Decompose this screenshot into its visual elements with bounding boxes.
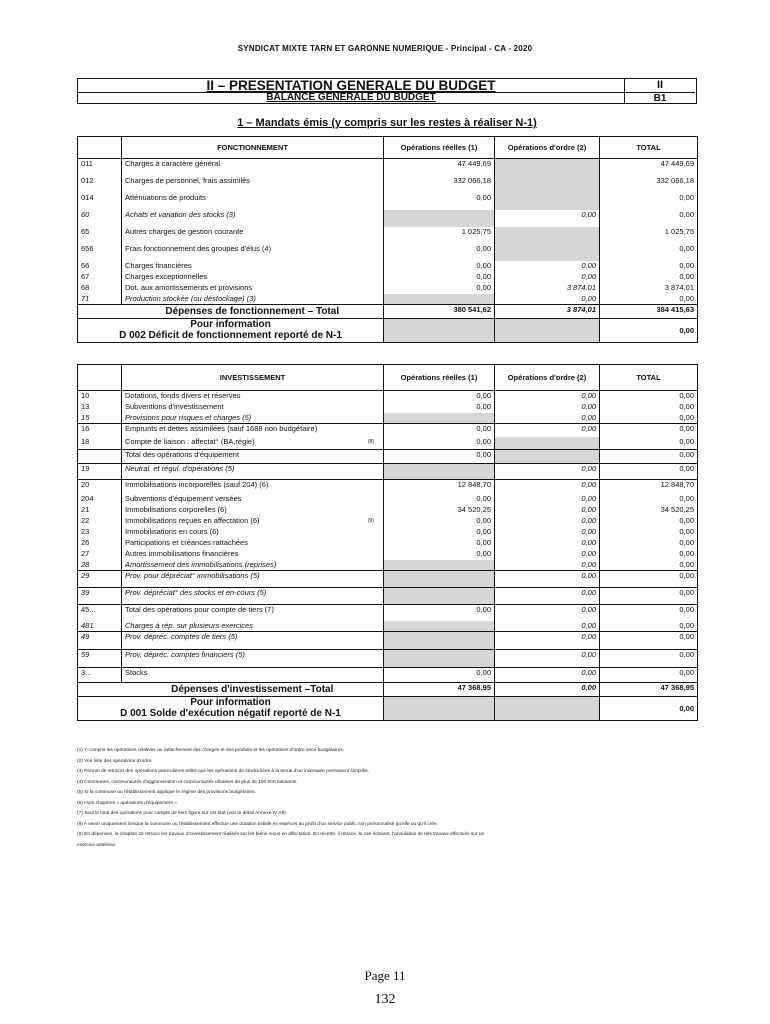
row-ordre (495, 227, 600, 244)
row-total: 0,00 (600, 437, 698, 450)
row-total: 0,00 (600, 261, 698, 272)
row-label (122, 505, 384, 516)
row-label (122, 272, 384, 283)
row-label-text: Immobilisations reçues en affectation (6) (125, 515, 260, 525)
footnote-marker: (8) (367, 438, 374, 445)
total-code (78, 305, 122, 319)
row-label-text: Prov. pour dépréciat° immobilisations (5) (125, 571, 260, 580)
sheet-code: B1 (653, 93, 667, 104)
header-ordre: Opérations d'ordre (2) (495, 137, 600, 159)
row-ordre: 0,00 (495, 668, 600, 683)
row-ordre: 0,00 (495, 210, 600, 227)
row-ordre: 0,00 (495, 632, 600, 650)
row-code: 011 (78, 159, 122, 176)
row-total: 332 066,18 (600, 176, 698, 193)
footnote: (2) Voir liste des opérations d'ordre. (77, 758, 153, 764)
info-row (78, 697, 698, 721)
total-label: Dépenses d'investissement –Total (122, 683, 384, 697)
row-code: 23 (78, 527, 122, 538)
info-total: 0,00 (600, 319, 698, 343)
row-reelles: 0,00 (384, 494, 495, 505)
row-label (122, 516, 384, 527)
total-total: 47 368,95 (600, 683, 698, 697)
row-code: 012 (78, 176, 122, 193)
row-label-text: Amortissement des immobilisations (reprises) (125, 559, 277, 569)
table-row (78, 450, 698, 464)
row-label (122, 571, 384, 588)
info-label-line1: Pour information (190, 319, 271, 330)
row-label (122, 413, 384, 424)
row-label (122, 549, 384, 560)
row-label (122, 424, 384, 437)
row-ordre: 0,00 (495, 494, 600, 505)
total-row (78, 683, 698, 697)
row-total: 0,00 (600, 516, 698, 527)
info-label (78, 697, 384, 721)
row-code: 481 (78, 621, 122, 632)
row-label (122, 450, 384, 464)
header-reelles: Opérations réelles (1) (384, 137, 495, 159)
row-ordre: 0,00 (495, 571, 600, 588)
info-total: 0,00 (600, 697, 698, 721)
row-reelles: 0,00 (384, 450, 495, 464)
row-label-text: Compte de liaison : affectat° (BA,régie) (125, 436, 255, 446)
row-label-text: Dot. aux amortissements et provisions (125, 282, 253, 292)
row-reelles: 47 449,69 (384, 159, 495, 176)
row-label-text: Immobilisations corporelles (6) (125, 504, 227, 514)
table-row (78, 437, 698, 450)
row-code: 656 (78, 244, 122, 261)
row-total: 0,00 (600, 494, 698, 505)
table-header-row (78, 365, 698, 391)
footnote: (8) A servir uniquement lorsque la commune ou l'établissement effectue une dotation initiale en espèces au profit d'un service public non personnalisé qu'elle ou qu'il crée. (77, 821, 438, 827)
row-total: 0,00 (600, 464, 698, 480)
row-reelles: 0,00 (384, 668, 495, 683)
info-reelles (384, 319, 495, 343)
row-total: 0,00 (600, 413, 698, 424)
row-code: 66 (78, 261, 122, 272)
row-reelles: 0,00 (384, 538, 495, 549)
total-ordre: 0,00 (495, 683, 600, 697)
row-total: 0,00 (600, 571, 698, 588)
total-reelles: 47 368,95 (384, 683, 495, 697)
row-label-text: Charges à caractère général (125, 159, 221, 168)
header-total: TOTAL (600, 365, 698, 391)
row-code: 21 (78, 505, 122, 516)
table-row (78, 632, 698, 650)
row-reelles: 0,00 (384, 424, 495, 437)
row-label-text: Charges exceptionnelles (125, 271, 208, 281)
row-reelles (384, 464, 495, 480)
row-reelles: 0,00 (384, 283, 495, 294)
info-label-line2: D 002 Déficit de fonctionnement reporté de N-1 (119, 330, 342, 341)
row-label-text: Achats et variation des stocks (3) (125, 209, 236, 219)
row-total: 47 449,69 (600, 159, 698, 176)
table-row (78, 193, 698, 210)
row-label-text: Participations et créances rattachées (125, 537, 248, 547)
footnote: exercice antérieur. (77, 842, 117, 848)
row-label-text: Charges de personnel, frais assimilés (125, 175, 251, 185)
footnote: (7) Seul le total des opérations pour compte de tiers figure sur cet état (voir le détail Annexe IV A9). (77, 811, 288, 816)
row-code: 16 (78, 424, 122, 437)
row-code: 204 (78, 494, 122, 505)
row-reelles: 12 848,70 (384, 480, 495, 494)
row-reelles: 1 025,75 (384, 227, 495, 244)
info-row (78, 319, 698, 343)
table-row (78, 527, 698, 538)
row-label (122, 176, 384, 193)
table-row (78, 244, 698, 261)
row-ordre: 0,00 (495, 294, 600, 305)
row-reelles: 0,00 (384, 605, 495, 621)
row-total: 0,00 (600, 424, 698, 437)
row-code: 67 (78, 272, 122, 283)
row-label-text: Charges financières (125, 260, 192, 270)
table-row (78, 210, 698, 227)
row-reelles (384, 650, 495, 668)
row-label (122, 244, 384, 261)
row-ordre: 0,00 (495, 480, 600, 494)
row-reelles: 0,00 (384, 402, 495, 413)
row-code (78, 450, 122, 464)
row-reelles: 0,00 (384, 272, 495, 283)
row-ordre (495, 437, 600, 450)
row-total: 0,00 (600, 391, 698, 402)
row-ordre: 0,00 (495, 560, 600, 571)
row-label-text: Immobilisations incorporelles (sauf 204) (6) (125, 480, 269, 489)
row-label (122, 193, 384, 210)
row-label (122, 283, 384, 294)
row-label-text: Total des opérations pour compte de tiers (7) (125, 605, 274, 614)
row-label-text: Dotations, fonds divers et réserves (125, 391, 241, 400)
row-label-text: Subventions d'équipement versées (125, 493, 242, 503)
row-code: 10 (78, 391, 122, 402)
row-code: 26 (78, 538, 122, 549)
page-number: 132 (374, 992, 396, 1007)
row-label-text: Production stockée (ou déstockage) (3) (125, 293, 256, 303)
header-ordre: Opérations d'ordre (2) (495, 365, 600, 391)
total-total: 384 415,63 (600, 305, 698, 319)
table-row (78, 283, 698, 294)
footnote: (5) Si la commune ou l'établissement applique le régime des provisions budgétaires. (77, 790, 256, 795)
row-ordre: 0,00 (495, 605, 600, 621)
row-code: 014 (78, 193, 122, 210)
row-code: 60 (78, 210, 122, 227)
row-code: 39 (78, 588, 122, 605)
total-code (78, 683, 122, 697)
row-code: 28 (78, 560, 122, 571)
row-total: 0,00 (600, 294, 698, 305)
row-ordre: 0,00 (495, 516, 600, 527)
row-label-text: Autres immobilisations financières (125, 548, 239, 558)
table-header-row (78, 137, 698, 159)
footnote: (3) Permet de retracer des opérations particulières telles que les opérations de stocks liées à la tenue d'un inventaire permanent simplifié. (77, 769, 370, 774)
table-row (78, 159, 698, 176)
info-reelles (384, 697, 495, 721)
row-total: 3 874,01 (600, 283, 698, 294)
row-ordre: 0,00 (495, 464, 600, 480)
row-total: 0,00 (600, 402, 698, 413)
header-label: FONCTIONNEMENT (122, 137, 384, 159)
row-ordre: 0,00 (495, 588, 600, 605)
total-reelles: 380 541,62 (384, 305, 495, 319)
row-ordre (495, 244, 600, 261)
table-row (78, 605, 698, 621)
row-label-text: Neutral. et régul. d'opérations (5) (125, 464, 235, 473)
footnote: (1) Y compris les opérations relatives au rattachement des charges et des produits et les opérations d'ordre semi-budgétaires. (77, 748, 345, 753)
row-total: 0,00 (600, 621, 698, 632)
title-box (77, 78, 697, 104)
row-label-text: Stocks (125, 668, 148, 677)
section-heading: 1 – Mandats émis (y compris sur les restes à réaliser N-1) (237, 117, 537, 129)
header-code (78, 137, 122, 159)
row-ordre: 0,00 (495, 272, 600, 283)
row-label (122, 437, 384, 450)
footnote: (6) Hors chapitres « opérations d'équipement ». (77, 800, 179, 806)
row-code: 71 (78, 294, 122, 305)
table-row (78, 261, 698, 272)
row-total: 12 848,70 (600, 480, 698, 494)
page-title: II – PRESENTATION GENERALE DU BUDGET (78, 79, 624, 93)
row-code: 3... (78, 668, 122, 683)
total-label: Dépenses de fonctionnement – Total (122, 305, 384, 319)
header-reelles: Opérations réelles (1) (384, 365, 495, 391)
row-code: 20 (78, 480, 122, 494)
row-ordre: 0,00 (495, 391, 600, 402)
table-row (78, 560, 698, 571)
row-label (122, 227, 384, 244)
row-reelles: 34 520,25 (384, 505, 495, 516)
row-code: 13 (78, 402, 122, 413)
row-label-text: Frais fonctionnement des groupes d'élus (4) (125, 243, 272, 253)
row-total: 0,00 (600, 650, 698, 668)
footnote: (4) Communes, communautés d'agglomération et communautés urbaines de plus de 100 000 habitants. (77, 779, 298, 785)
footnote: (9) En dépenses, le chapitre 22 retrace les travaux d'investissement réalisés sur les biens reçus en affectation. En recette, il retrace, le cas échéant, l'annulation de tels travaux effectués sur un (77, 832, 485, 837)
row-code: 65 (78, 227, 122, 244)
table-row (78, 391, 698, 402)
table-row (78, 505, 698, 516)
row-total: 0,00 (600, 527, 698, 538)
row-ordre: 0,00 (495, 650, 600, 668)
info-label (78, 319, 384, 343)
row-label (122, 560, 384, 571)
row-label (122, 632, 384, 650)
row-label (122, 159, 384, 176)
row-reelles (384, 571, 495, 588)
table-row (78, 294, 698, 305)
row-label (122, 294, 384, 305)
row-code: 19 (78, 464, 122, 480)
total-row (78, 305, 698, 319)
row-total: 0,00 (600, 588, 698, 605)
row-label (122, 621, 384, 632)
fonctionnement-table (77, 136, 698, 343)
row-total: 0,00 (600, 450, 698, 464)
row-code: 29 (78, 571, 122, 588)
page-label: Page 11 (364, 968, 406, 983)
row-reelles (384, 621, 495, 632)
row-total: 0,00 (600, 560, 698, 571)
row-ordre (495, 176, 600, 193)
row-reelles: 0,00 (384, 437, 495, 450)
row-ordre: 0,00 (495, 413, 600, 424)
table-row (78, 272, 698, 283)
section-code: II (625, 79, 695, 93)
row-reelles: 0,00 (384, 261, 495, 272)
footnotes (77, 746, 707, 851)
row-label (122, 261, 384, 272)
row-label (122, 210, 384, 227)
table-row (78, 402, 698, 413)
row-label-text: Subventions d'investissement (125, 401, 224, 411)
table-row (78, 494, 698, 505)
table-row (78, 413, 698, 424)
table-row (78, 588, 698, 605)
row-ordre: 0,00 (495, 549, 600, 560)
row-reelles (384, 560, 495, 571)
row-code: 68 (78, 283, 122, 294)
row-label-text: Prov. dépréc. comptes financiers (5) (125, 650, 245, 659)
row-code: 22 (78, 516, 122, 527)
header-code (78, 365, 122, 391)
total-ordre: 3 874,01 (495, 305, 600, 319)
row-total: 0,00 (600, 210, 698, 227)
row-label-text: Atténuations de produits (125, 192, 206, 202)
table-row (78, 650, 698, 668)
header-label: INVESTISSEMENT (122, 365, 384, 391)
info-ordre (495, 319, 600, 343)
row-total: 0,00 (600, 538, 698, 549)
row-total: 0,00 (600, 272, 698, 283)
table-row (78, 516, 698, 527)
row-reelles: 0,00 (384, 391, 495, 402)
page-subtitle: BALANCE GENERALE DU BUDGET (266, 92, 436, 103)
row-reelles (384, 632, 495, 650)
row-code: 59 (78, 650, 122, 668)
investissement-table (77, 364, 698, 721)
row-reelles: 0,00 (384, 549, 495, 560)
row-reelles: 0,00 (384, 244, 495, 261)
row-reelles (384, 413, 495, 424)
row-ordre: 3 874,01 (495, 283, 600, 294)
row-reelles (384, 210, 495, 227)
row-code: 27 (78, 549, 122, 560)
row-label (122, 588, 384, 605)
row-label-text: Prov. dépréc. comptes de tiers (5) (125, 632, 238, 641)
footnote-marker: (9) (367, 517, 374, 524)
row-label (122, 605, 384, 621)
row-total: 0,00 (600, 632, 698, 650)
row-ordre: 0,00 (495, 402, 600, 413)
row-label (122, 668, 384, 683)
row-total: 0,00 (600, 668, 698, 683)
row-ordre: 0,00 (495, 261, 600, 272)
row-label (122, 538, 384, 549)
document-header: SYNDICAT MIXTE TARN ET GARONNE NUMERIQUE - Principal - CA - 2020 (237, 44, 533, 53)
row-total: 1 025,75 (600, 227, 698, 244)
row-total: 0,00 (600, 193, 698, 210)
table-row (78, 538, 698, 549)
row-label (122, 494, 384, 505)
row-code: 45... (78, 605, 122, 621)
row-code: 15 (78, 413, 122, 424)
row-label-text: Provisions pour risques et charges (5) (125, 412, 252, 422)
row-reelles (384, 588, 495, 605)
row-label (122, 464, 384, 480)
row-label-text: Emprunts et dettes assimilées (sauf 1688 non budgétaire) (125, 424, 318, 433)
row-reelles (384, 294, 495, 305)
table-row (78, 424, 698, 437)
row-label-text: Autres charges de gestion courante (125, 226, 244, 236)
info-label-line1: Pour information (190, 697, 271, 708)
header-total: TOTAL (600, 137, 698, 159)
title-main-cell (78, 79, 625, 103)
table-row (78, 227, 698, 244)
row-reelles: 332 066,18 (384, 176, 495, 193)
row-label-text: Total des opérations d'équipement (125, 450, 240, 459)
table-row (78, 621, 698, 632)
row-ordre (495, 159, 600, 176)
row-ordre: 0,00 (495, 538, 600, 549)
row-label-text: Immobilisations en cours (6) (125, 526, 219, 536)
row-label (122, 402, 384, 413)
row-ordre: 0,00 (495, 621, 600, 632)
row-label (122, 650, 384, 668)
row-total: 0,00 (600, 549, 698, 560)
row-reelles: 0,00 (384, 516, 495, 527)
row-ordre (495, 193, 600, 210)
row-label (122, 527, 384, 538)
title-code-cell (625, 79, 695, 103)
info-ordre (495, 697, 600, 721)
row-code: 18 (78, 437, 122, 450)
row-total: 34 520,25 (600, 505, 698, 516)
row-label (122, 391, 384, 402)
table-row (78, 549, 698, 560)
row-ordre (495, 450, 600, 464)
row-code: 49 (78, 632, 122, 650)
row-reelles: 0,00 (384, 193, 495, 210)
row-ordre: 0,00 (495, 424, 600, 437)
info-label-line2: D 001 Solde d'exécution négatif reporté de N-1 (120, 708, 341, 719)
table-row (78, 571, 698, 588)
row-total: 0,00 (600, 605, 698, 621)
row-label-text: Charges à rép. sur plusieurs exercices (125, 620, 253, 630)
row-ordre: 0,00 (495, 505, 600, 516)
table-row (78, 480, 698, 494)
row-total: 0,00 (600, 244, 698, 261)
row-label-text: Prov. dépréciat° des stocks et en-cours (5) (125, 588, 267, 597)
table-row (78, 464, 698, 480)
row-label (122, 480, 384, 494)
table-row (78, 176, 698, 193)
row-ordre: 0,00 (495, 527, 600, 538)
table-row (78, 668, 698, 683)
row-reelles: 0,00 (384, 527, 495, 538)
